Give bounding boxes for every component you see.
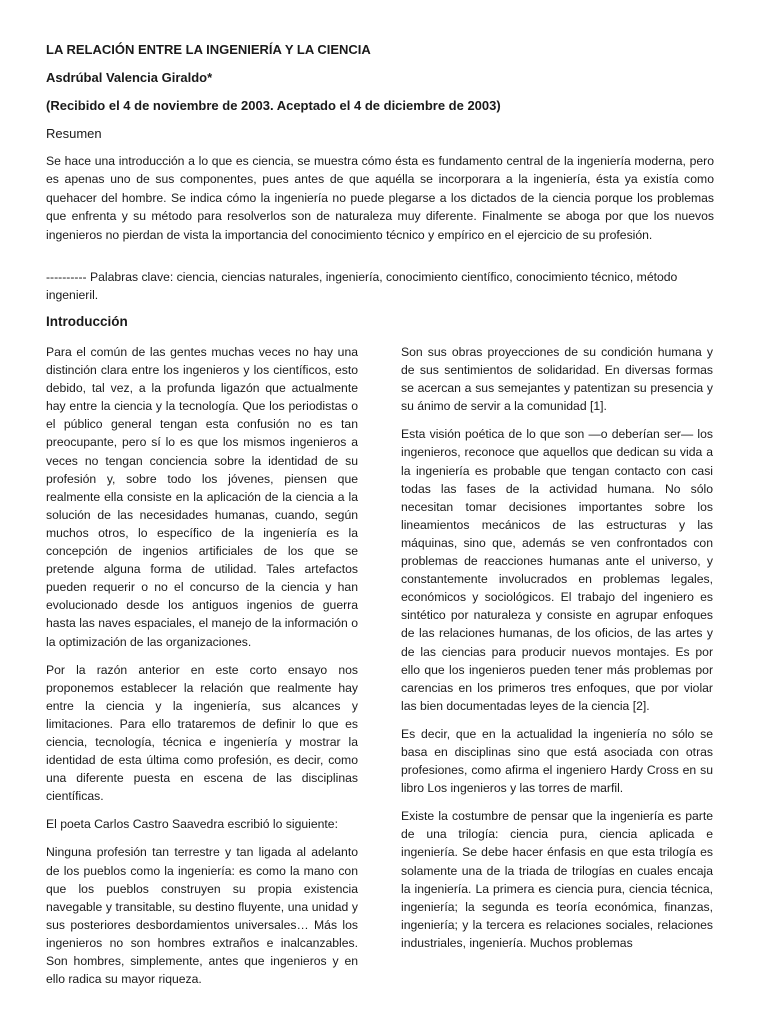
- paragraph: Esta visión poética de lo que son —o deberían ser— los ingenieros, reconoce que aquellos que dedican su vida a la ingeniería es probable que tengan contacto con casi todas las fases de la actividad humana. No sólo necesitan tomar decisiones importantes sobre los lineamientos mecánicos de las estructuras y las máquinas, sino que, además se ven confrontados con problemas de reacciones humanas ante el universo, y constantemente involucrados en problemas legales, económicos y sociológicos. El trabajo del ingeniero es sintético por naturaleza y consiste en agrupar enfoques de las relaciones humanas, de los oficios, de las artes y de las ciencias para producir nuevos montajes. Es por ello que los ingenieros pueden tener más problemas por carencias en los primeros tres enfoques, que por violar las bien documentadas leyes de la ciencia [2].: [401, 427, 713, 713]
- paragraph: Por la razón anterior en este corto ensayo nos proponemos establecer la relación que realmente hay entre la ciencia y la ingeniería, sus alcances y limitaciones. Para ello trataremos de definir lo que es ciencia, tecnología, técnica e ingeniería y mostrar la identidad de esta última como profesión, es decir, como una diferente puesta en escena de las disciplinas científicas.: [46, 662, 358, 804]
- author-name: Asdrúbal Valencia Giraldo*: [46, 70, 213, 85]
- abstract-text: Se hace una introducción a lo que es ciencia, se muestra cómo ésta es fundamento central de la ingeniería moderna, pero es apenas uno de sus componentes, pues antes de que aquélla se incorporara a la ingeniería, ésta ya existía como quehacer del hombre. Se indica cómo la ingeniería no puede plegarse a los dictados de la ciencia porque los problemas que enfrenta y su método para resolverlos son de naturaleza muy diferente. Finalmente se aboga por que los nuevos ingenieros no pierdan de vista la importancia del conocimiento técnico y empírico en el ejercicio de su profesión.: [46, 154, 714, 242]
- paragraph: Para el común de las gentes muchas veces no hay una distinción clara entre los ingenieros y los científicos, esto debido, tal vez, a la profunda ligazón que actualmente hay entre la ciencia y la tecnología. Que los periodistas o el público general tengan esta confusión no es tan preocupante, pero sí lo es que los mismos ingenieros a veces no tengan conciencia sobre la identidad de su profesión y, sobre todo los jóvenes, piensen que realmente ella consiste en la aplicación de la ciencia a la solución de las necesidades humanas, cuando, según muchos otros, lo específico de la ingeniería es la concepción de ingenios artificiales de los que se pretende alguna forma de utilidad. Tales artefactos pueden requerir o no el concurso de la ciencia y han evolucionado desde los antiguos ingenios de guerra hasta las naves espaciales, el manejo de la información o la optimización de las organizaciones.: [46, 345, 358, 649]
- keywords: ---------- Palabras clave: ciencia, ciencias naturales, ingeniería, conocimiento científico, conocimiento técnico, método ingenieril.: [46, 270, 678, 303]
- paragraph: Es decir, que en la actualidad la ingeniería no sólo se basa en disciplinas sino que está asociada con otras profesiones, como afirma el ingeniero Hardy Cross en su libro Los ingenieros y las torres de marfil.: [401, 726, 713, 796]
- paper-title: LA RELACIÓN ENTRE LA INGENIERÍA Y LA CIENCIA: [46, 42, 371, 57]
- right-column: [401, 343, 713, 962]
- paragraph: Existe la costumbre de pensar que la ingeniería es parte de una trilogía: ciencia pura, ciencia aplicada e ingeniería. Se debe hacer énfasis en que esta trilogía es solamente una de la triada de trilogías en cuales encaja la ingeniería. La primera es ciencia pura, ciencia técnica, ingeniería; la segunda es teoría económica, finanzas, ingeniería; y la tercera es relaciones sociales, relaciones industriales, ingeniería. Muchos problemas: [401, 809, 713, 950]
- quote-paragraph: Ninguna profesión tan terrestre y tan ligada al adelanto de los pueblos como la ingeniería: es como la mano con que los pueblos construyen su propia existencia navegable y transitable, su destino fluyente, una unidad y sus posteriores desbordamientos universales… Más los ingenieros no son hombres extraños e inalcanzables. Son hombres, simplemente, antes que ingenieros y en ello radica su mayor riqueza.: [46, 845, 358, 987]
- quote-paragraph: Son sus obras proyecciones de su condición humana y de sus sentimientos de solidaridad. En diversas formas se acercan a sus semejantes y patentizan su presencia y su ánimo de servir a la comunidad [1].: [401, 345, 713, 414]
- abstract-heading: Resumen: [46, 126, 102, 141]
- left-column: [46, 343, 358, 998]
- section-heading-introduction: Introducción: [46, 314, 128, 329]
- paragraph: El poeta Carlos Castro Saavedra escribió lo siguiente:: [46, 817, 338, 832]
- received-dates: (Recibido el 4 de noviembre de 2003. Aceptado el 4 de diciembre de 2003): [46, 98, 501, 113]
